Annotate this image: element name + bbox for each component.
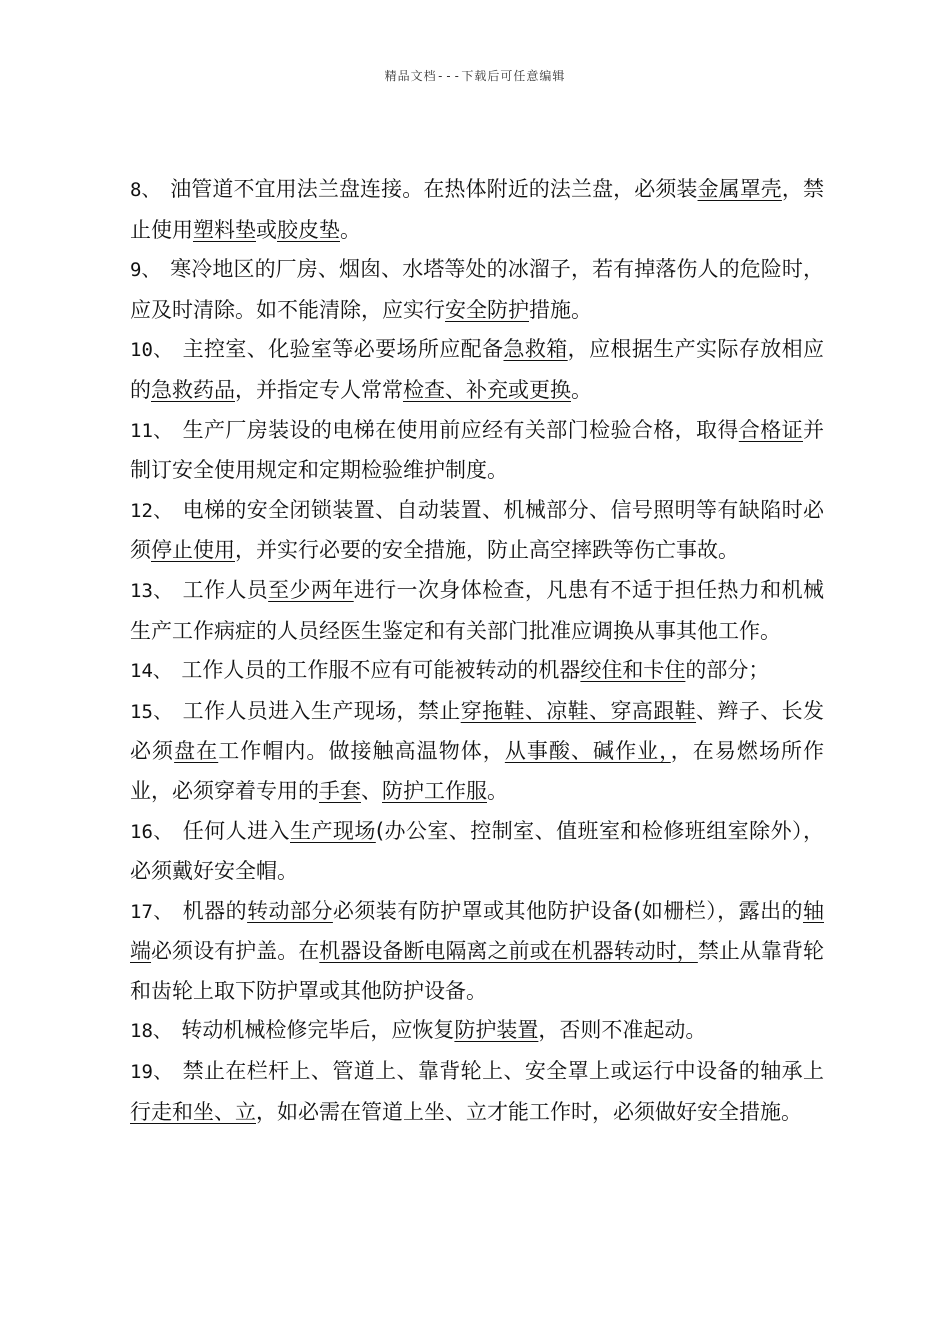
item-text: 。 xyxy=(487,778,508,803)
list-item xyxy=(130,170,824,250)
item-number: 17、 xyxy=(130,900,183,923)
item-text: 进行一次身体检查，凡患有不适于担任热力和机械生产工作病症的人员经医生鉴定和有关部门批准应调换从事其他工作。 xyxy=(130,577,824,643)
list-item xyxy=(130,411,824,491)
underlined-text: 急救药品 xyxy=(151,377,235,402)
item-text: 、 xyxy=(361,778,382,803)
item-text: 电梯的安全闭锁装置、自动装置、机械部分、信号照明等有缺陷时必须 xyxy=(130,497,824,563)
underlined-text: 防护工作服 xyxy=(382,778,487,803)
underlined-text: 合格证 xyxy=(738,417,803,442)
item-text: ，并指定专人常常 xyxy=(235,377,403,402)
item-text: ，如必需在管道上坐、立才能工作时，必须做好安全措施。 xyxy=(256,1099,802,1124)
page-header: 精品文档---下载后可任意编辑 xyxy=(384,69,566,83)
list-item xyxy=(130,330,824,410)
item-text: 寒冷地区的厂房、烟囱、水塔等处的冰溜子，若有掉落伤人的危险时，应及时清除。如不能清除，应实行 xyxy=(130,257,824,322)
item-text: 工作人员进入生产现场，禁止 xyxy=(182,698,461,723)
item-number: 9、 xyxy=(130,259,171,282)
underlined-text: 安全防护 xyxy=(445,297,529,322)
list-item xyxy=(130,892,824,1012)
item-text: 、辫子、长发必须 xyxy=(130,698,825,764)
item-text: (办公室、控制室、值班室和检修班组室除外），必须戴好安全帽。 xyxy=(130,818,824,884)
item-number: 12、 xyxy=(130,499,183,522)
item-number: 10、 xyxy=(130,339,183,362)
underlined-text: 金属罩壳 xyxy=(697,177,782,201)
list-item xyxy=(130,692,824,812)
underlined-text: 防护装置 xyxy=(454,1018,539,1043)
list-item xyxy=(130,1011,824,1052)
item-text: 的部分； xyxy=(685,658,770,683)
list-item xyxy=(130,571,824,651)
item-number: 11、 xyxy=(130,419,183,442)
item-text: 工作帽内。做接触高温物体， xyxy=(218,739,505,764)
list-item xyxy=(130,491,824,571)
item-text: ，否则不准起动。 xyxy=(538,1018,707,1043)
item-text: 机器的 xyxy=(182,898,248,923)
underlined-text: 盘在 xyxy=(174,739,219,764)
underlined-text: 机器设备断电隔离之前或在机器转动时， xyxy=(319,939,698,964)
item-text: 并制订安全使用规定和定期检验维护制度。 xyxy=(130,417,824,483)
list-item xyxy=(130,1052,824,1132)
item-text: 或 xyxy=(256,217,277,242)
item-text: ，并实行必要的安全措施，防止高空摔跌等伤亡事故。 xyxy=(235,538,739,563)
item-text: 任何人进入 xyxy=(182,818,290,843)
underlined-text: 轴端 xyxy=(130,898,824,964)
underlined-text: 手套 xyxy=(319,778,361,803)
item-text: 转动机械检修完毕后，应恢复 xyxy=(181,1018,455,1043)
item-text: 禁止在栏杆上、管道上、靠背轮上、安全罩上或运行中设备的轴承上 xyxy=(182,1059,824,1084)
item-text: 必须装有防护罩或其他防护设备(如栅栏），露出的 xyxy=(332,898,803,923)
underlined-text: 检查、补充或更换 xyxy=(403,377,571,402)
document-body xyxy=(130,170,824,1132)
underlined-text: 停止使用 xyxy=(151,538,235,563)
item-text: 油管道不宜用法兰盘连接。在热体附近的法兰盘，必须装 xyxy=(170,177,698,201)
item-number: 19、 xyxy=(130,1061,183,1084)
list-item xyxy=(130,651,824,692)
item-number: 16、 xyxy=(130,820,183,843)
item-text: 工作人员 xyxy=(182,577,269,602)
underlined-text: 急救箱 xyxy=(503,337,568,362)
underlined-text: 塑料垫 xyxy=(193,217,256,242)
underlined-text: 从事酸、碱作业， xyxy=(504,739,671,764)
item-number: 18、 xyxy=(130,1020,182,1043)
underlined-text: 胶皮垫 xyxy=(277,217,340,242)
item-text: 工作人员的工作服不应有可能被转动的机器 xyxy=(181,658,581,683)
underlined-text: 穿拖鞋、凉鞋、穿高跟鞋 xyxy=(460,698,697,723)
underlined-text: 至少两年 xyxy=(268,577,354,602)
underlined-text: 行走和坐、立 xyxy=(130,1099,256,1124)
item-text: 。 xyxy=(571,377,592,402)
item-text: 主控室、化验室等必要场所应配备 xyxy=(182,337,504,362)
underlined-text: 绞住和卡住 xyxy=(580,658,686,683)
item-text: 禁止从靠背轮和齿轮上取下防护罩或其他防护设备。 xyxy=(130,939,824,1003)
item-text: 必须设有护盖。在 xyxy=(151,939,320,964)
item-text: ，应根据生产实际存放相应的 xyxy=(130,337,825,402)
item-number: 14、 xyxy=(130,660,182,683)
underlined-text: 转动部分 xyxy=(247,898,333,923)
item-text: 。 xyxy=(340,217,361,242)
list-item xyxy=(130,250,824,330)
item-number: 8、 xyxy=(130,179,171,201)
item-text: ，在易燃场所作业，必须穿着专用的 xyxy=(130,739,825,803)
item-text: 生产厂房装设的电梯在使用前应经有关部门检验合格，取得 xyxy=(182,417,739,442)
list-item xyxy=(130,812,824,892)
item-number: 15、 xyxy=(130,700,183,723)
underlined-text: 生产现场 xyxy=(290,818,376,843)
item-text: 措施。 xyxy=(529,297,592,322)
item-text: ，禁止使用 xyxy=(130,177,824,242)
item-number: 13、 xyxy=(130,579,183,602)
